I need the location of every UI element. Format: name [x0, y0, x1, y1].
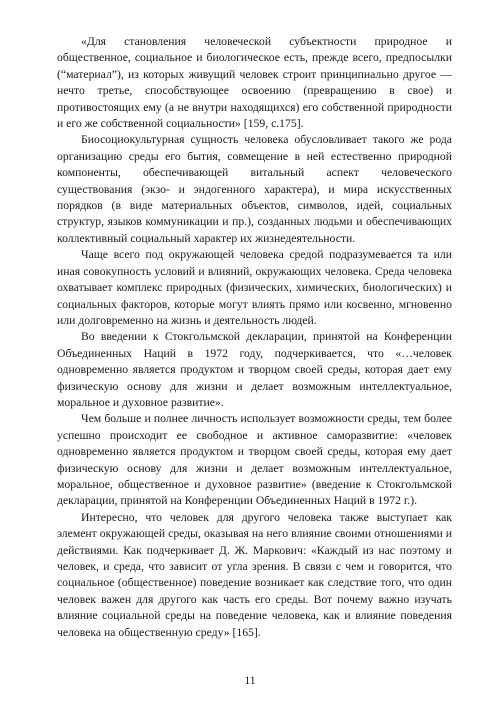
- paragraph-6: Интересно, что человек для другого человека также выступает как элемент окружающей среды, оказывая на него влияние своими отношениями и действиями. Как подчеркивает Д. Ж. Маркович: «Каждый из нас поэтому и человек, и среда, что зависит от угла зрения. В связи с чем и говорится, что социальное (общественное) поведение возникает как следствие того, что один человек важен для другого как часть его среды. Вот почему важно изучать влияние социальной среды на поведение человека, как и влияние поведения человека на общественную среду» [165].: [57, 510, 452, 639]
- paragraph-5: Чем больше и полнее личность использует возможности среды, тем более успешно происходит ее свободное и активное саморазвитие: «человек одновременно является продуктом и творцом своей среды, которая ему дает физическую основу для жизни и делает возможным интеллектуальное, моральное, общественное и духовное развитие» (введение к Стокгольмской декларации, принятой на Конференции Объединенных Наций в 1972 г.).: [57, 412, 452, 508]
- paragraph-2: Биосоциокультурная сущность человека обусловливает такого же рода организацию среды его бытия, совмещение в ней естественно природной компоненты, обеспечивающей витальный аспект человеческого существования (экзо- и эндогенного характера), и мира искусственных порядков (в виде материальных объектов, символов, идей, социальных структур, языков коммуникации и пр.), созданных людьми и обеспечивающих коллективный социальный характер их жизнедеятельности.: [57, 133, 452, 245]
- page-number: 11: [244, 674, 256, 687]
- document-page: [57, 34, 452, 641]
- paragraph-1: «Для становления человеческой субъектности природное и общественное, социальное и биологическое есть, прежде всего, предпосылки (“материал”), из которых живущий человек строит принципиально другое — нечто третье, способствующее освоению (превращению в свое) и противостоящих ему (а не внутри находящихся) его собственной природности и его же собственной социальности» [159, с.175].: [57, 35, 452, 131]
- paragraph-3: Чаще всего под окружающей человека средой подразумевается та или иная совокупность условий и влияний, окружающих человека. Среда человека охватывает комплекс природных (физических, химических, биологических) и социальных факторов, которые могут влиять прямо или косвенно, мгновенно или долговременно на жизнь и деятельность людей.: [57, 248, 452, 327]
- paragraph-4: Во введении к Стокгольмской декларации, принятой на Конференции Объединенных Наций в 1972 году, подчеркивается, что «…человек одновременно является продуктом и творцом своей среды, которая дает ему физическую основу для жизни и делает возможным интеллектуальное, моральное и духовное развитие».: [57, 330, 452, 409]
